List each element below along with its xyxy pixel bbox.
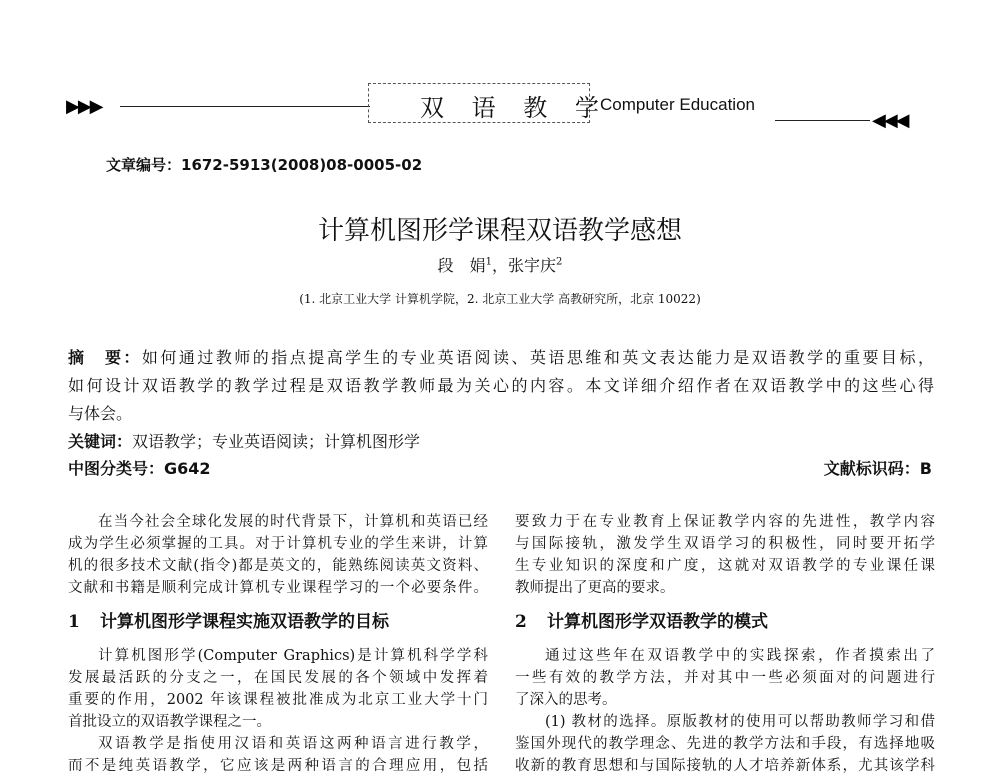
abstract-line-1 [68, 345, 934, 368]
doc-code-value: B [919, 459, 932, 478]
body-line: 通过这些年在双语教学中的实践探索，作者摸索出了 [545, 648, 935, 664]
body-line: 计算机图形学(Computer Graphics)是计算机科学学科 [98, 648, 488, 664]
affiliation: (1. 北京工业大学 计算机学院，2. 北京工业大学 高教研究所，北京 10022) [299, 292, 701, 306]
keywords-label: 关键词： [68, 432, 133, 451]
abstract-line-2: 如何设计双语教学的教学过程是双语教学教师最为关心的内容。本文详细介绍作者在双语教学中的这些心得 [68, 376, 934, 395]
body-line: 在当今社会全球化发展的时代背景下，计算机和英语已经 [98, 514, 488, 530]
document-code [824, 456, 932, 479]
authors [0, 253, 1000, 276]
author-1: 段 娟 [437, 256, 486, 275]
keywords [68, 429, 420, 452]
clc-value: G642 [164, 459, 211, 478]
clc-number [68, 456, 211, 479]
section-title: 计算机图形学课程实施双语教学的目标 [100, 612, 389, 632]
body-line: 生专业知识的深度和广度，这就对双语教学的专业课任课 [515, 558, 935, 574]
body-line: 首批设立的双语教学课程之一。 [68, 714, 271, 730]
body-line: 一些有效的教学方法，并对其中一些必须面对的问题进行 [515, 670, 935, 686]
header-rule-left [120, 106, 370, 107]
doc-code-label: 文献标识码： [823, 459, 920, 478]
clc-label: 中图分类号： [68, 459, 165, 478]
right-column [515, 511, 935, 777]
section-number: 1 [68, 612, 80, 632]
triple-left-arrow-icon: ◀◀◀ [872, 110, 908, 131]
body-line: 发展最活跃的分支之一，在国民发展的各个领域中发挥着 [68, 670, 488, 686]
body-line: 而不是纯英语教学，它应该是两种语言的合理应用，包括 [68, 758, 488, 774]
body-line: 双语教学是指使用汉语和英语这两种语言进行教学， [98, 736, 488, 752]
body-line: 教师提出了更高的要求。 [515, 580, 675, 596]
abstract-label: 摘 要： [68, 348, 142, 367]
left-column [68, 511, 488, 777]
author-1-affil: 1 [485, 256, 492, 268]
section-title: 计算机图形学双语教学的模式 [547, 612, 768, 632]
section-number: 2 [515, 612, 527, 632]
author-2: 张宇庆 [508, 256, 557, 275]
body-line: 要致力于在专业教育上保证教学内容的先进性，教学内容 [515, 514, 935, 530]
triple-right-arrow-icon: ▶▶▶ [66, 96, 102, 117]
paper-title: 计算机图形学课程双语教学感想 [317, 216, 682, 246]
header-rule-right [775, 120, 870, 121]
section-label-cn: 双 语 教 学 [420, 94, 609, 122]
abstract-text: 如何通过教师的指点提高学生的专业英语阅读、英语思维和英文表达能力是双语教学的重要目标， [141, 348, 934, 367]
body-line: 文献和书籍是顺利完成计算机专业课程学习的一个必要条件。 [68, 580, 488, 596]
body-line: 了深入的思考。 [515, 692, 617, 708]
section-heading-1 [68, 605, 488, 639]
keywords-value: 双语教学；专业英语阅读；计算机图形学 [132, 432, 421, 451]
body-line: (1) 教材的选择。原版教材的使用可以帮助教师学习和借 [545, 714, 935, 730]
body-line: 成为学生必须掌握的工具。对于计算机专业的学生来讲，计算 [68, 536, 488, 552]
body-line: 机的很多技术文献(指令)都是英文的，能熟练阅读英文资料、 [68, 558, 488, 574]
body-line: 重要的作用，2002 年该课程被批准成为北京工业大学十门 [68, 692, 488, 708]
section-heading-2 [515, 605, 935, 639]
author-2-affil: 2 [556, 256, 563, 268]
abstract-line-3: 与体会。 [68, 404, 133, 423]
body-line: 收新的教育思想和与国际接轨的人才培养新体系，尤其该学科 [515, 758, 935, 774]
article-number: 文章编号：1672-5913(2008)08-0005-02 [106, 156, 423, 174]
body-line: 与国际接轨，激发学生双语学习的积极性，同时要开拓学 [515, 536, 935, 552]
section-label-en: Computer Education [600, 95, 755, 114]
author-sep: ， [491, 256, 508, 275]
body-line: 鉴国外现代的教学理念、先进的教学方法和手段，有选择地吸 [515, 736, 935, 752]
